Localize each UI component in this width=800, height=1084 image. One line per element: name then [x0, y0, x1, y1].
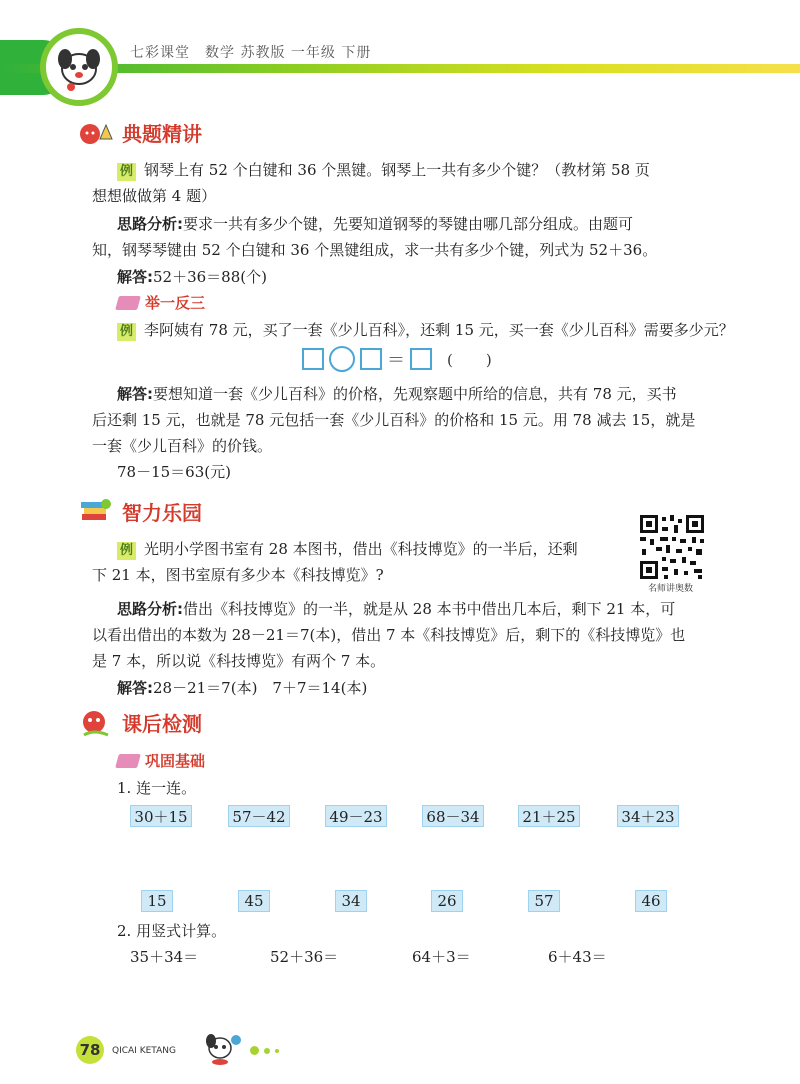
section-title-puzzle [78, 496, 202, 526]
analysis-label: 思路分析: [117, 215, 183, 233]
puzzle-problem-cont: 下 21 本，图书室原有多少本《科技博览》? [92, 566, 384, 584]
extension-problem [117, 317, 757, 343]
example-tag: 例 [117, 323, 136, 341]
extension-answer-cont: 后还剩 15 元，也就是 78 元包括一套《少儿百科》的价格和 15 元。用 78 减去 15，就是 [92, 411, 696, 429]
answer-box[interactable] [410, 348, 432, 370]
example-answer [117, 264, 267, 290]
example-problem-cont: 想想做做第 4 题） [92, 187, 217, 205]
qr-caption: 名师讲奥数 [648, 584, 694, 594]
expression-box[interactable]: 21＋25 [518, 805, 580, 827]
extension-calc: 78－15＝63(元) [117, 463, 231, 481]
section-title-text: 典题精讲 [122, 121, 202, 146]
qr-code-icon[interactable] [638, 513, 706, 581]
result-box[interactable]: 15 [141, 890, 173, 912]
page-number: 78 [76, 1036, 104, 1064]
answer-text: 28－21＝7(本) 7＋7＝14(本) [153, 679, 368, 697]
section-title-example [78, 117, 202, 147]
extension-answer [117, 381, 717, 407]
footer-dots [250, 1046, 279, 1055]
answer-box[interactable] [302, 348, 324, 370]
answer-label: 解答: [117, 385, 153, 403]
equals-sign: ＝ [387, 350, 405, 371]
analysis-text: 要求一共有多少个键，先要知道钢琴的琴键由哪几部分组成。由题可 [183, 215, 634, 233]
operator-circle[interactable] [329, 346, 355, 372]
equation-boxes [302, 346, 493, 372]
puzzle-analysis-cont: 是 7 本，所以说《科技博览》有两个 7 本。 [92, 652, 386, 670]
section-title-text: 课后检测 [122, 711, 202, 736]
expression-box[interactable]: 30＋15 [130, 805, 192, 827]
book-icon [115, 296, 141, 310]
result-box[interactable]: 57 [528, 890, 560, 912]
expression-box[interactable]: 68－34 [422, 805, 484, 827]
header-bar [0, 64, 800, 73]
header-title: 七彩课堂 数学 苏教版 一年级 下册 [130, 45, 372, 61]
section-title-text: 智力乐园 [122, 500, 202, 525]
puzzle-analysis [117, 596, 717, 622]
puzzle-analysis-cont: 以看出借出的本数为 28－21＝7(本)，借出 7 本《科技博览》后，剩下的《科技博览》也 [92, 626, 686, 644]
apple-icon [78, 707, 114, 737]
puzzle-problem [117, 536, 637, 562]
footer-brand: QICAI KETANG [112, 1046, 176, 1056]
problem-text: 钢琴上有 52 个白键和 36 个黑键。钢琴上一共有多少个键？（教材第 58 页 [144, 161, 650, 179]
extension-answer-cont: 一套《少儿百科》的价钱。 [92, 437, 273, 455]
calc-item: 52＋36＝ [270, 948, 339, 966]
result-box[interactable]: 26 [431, 890, 463, 912]
answer-box[interactable] [360, 348, 382, 370]
analysis-label: 思路分析: [117, 600, 183, 618]
expression-box[interactable]: 49－23 [325, 805, 387, 827]
answer-label: 解答: [117, 679, 153, 697]
subsection-title-extension [117, 292, 205, 313]
books-icon [78, 496, 114, 526]
result-box[interactable]: 45 [238, 890, 270, 912]
problem-text: 李阿姨有 78 元，买了一套《少儿百科》，还剩 15 元，买一套《少儿百科》需要多少元？ [144, 321, 734, 339]
example-analysis [117, 211, 717, 237]
unit-paren: ( ) [447, 350, 493, 369]
calc-item: 35＋34＝ [130, 948, 199, 966]
question-2: 2. 用竖式计算。 [117, 922, 227, 940]
subsection-title-basics [117, 750, 205, 771]
example-tag: 例 [117, 163, 136, 181]
example-problem [117, 157, 727, 183]
example-tag: 例 [117, 542, 136, 560]
answer-text: 要想知道一套《少儿百科》的价格，先观察题中所给的信息，共有 78 元，买书 [153, 385, 677, 403]
problem-text: 光明小学图书室有 28 本图书，借出《科技博览》的一半后，还剩 [144, 540, 578, 558]
mascot-icon [200, 1030, 244, 1066]
subsection-title-text: 举一反三 [145, 294, 206, 312]
expression-box[interactable]: 57－42 [228, 805, 290, 827]
example-analysis-cont: 知，钢琴琴键由 52 个白键和 36 个黑键组成，求一共有多少个键，列式为 52＋36。 [92, 241, 658, 259]
question-1: 1. 连一连。 [117, 779, 197, 797]
book-icon [115, 754, 141, 768]
answer-label: 解答: [117, 268, 153, 286]
result-box[interactable]: 46 [635, 890, 667, 912]
puzzle-answer [117, 675, 367, 701]
subsection-title-text: 巩固基础 [145, 752, 206, 770]
calc-item: 64＋3＝ [412, 948, 471, 966]
mascot-icon [40, 28, 118, 106]
section-title-check [78, 707, 202, 737]
apple-icon [78, 117, 114, 147]
answer-text: 52＋36＝88(个) [153, 268, 267, 286]
expression-box[interactable]: 34＋23 [617, 805, 679, 827]
result-box[interactable]: 34 [335, 890, 367, 912]
analysis-text: 借出《科技博览》的一半，就是从 28 本书中借出几本后，剩下 21 本，可 [183, 600, 676, 618]
calc-item: 6＋43＝ [548, 948, 607, 966]
